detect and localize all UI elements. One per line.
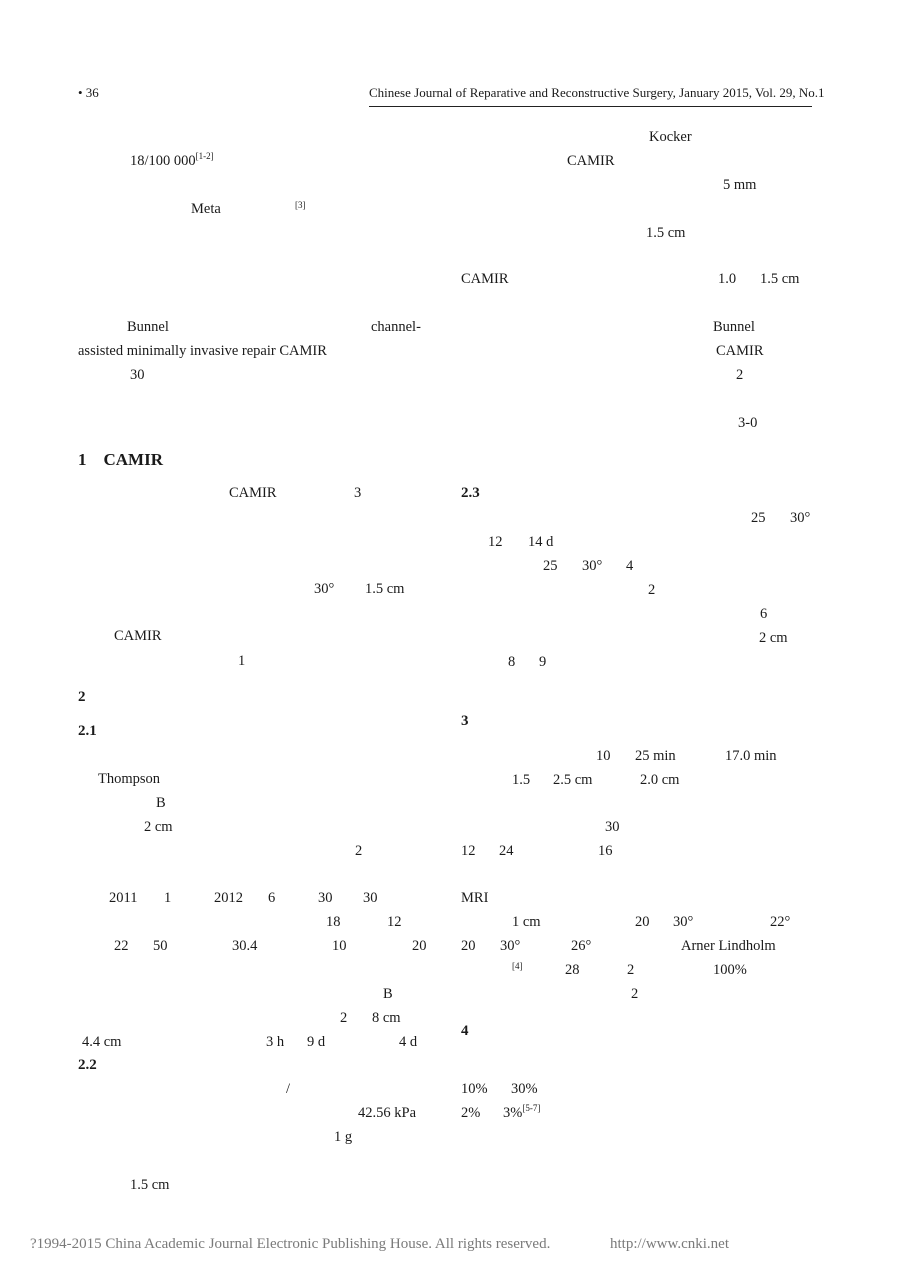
citation-ref: [1-2] [195,151,214,161]
camir-definition: assisted minimally invasive repair CAMIR [78,343,327,359]
text-num: 1.5 cm [365,581,405,597]
channel-text: channel- [371,319,421,335]
text-num: 1 g [334,1129,353,1145]
text-num: 10 [332,938,347,954]
bunnel-text: Bunnel [127,319,169,335]
text-num: 50 [153,938,168,954]
text-num: 100% [713,962,747,978]
subsection-heading: 2.2 [78,1057,97,1073]
text-num: 10% [461,1081,488,1097]
page-number: • 36 [78,85,99,100]
text-num: 20 [412,938,427,954]
subsection-heading: 2.3 [461,485,480,501]
citation-ref: [4] [512,961,523,971]
text-num: 42.56 kPa [358,1105,416,1121]
text-num: 2 [340,1010,348,1026]
text-num: 2.5 cm [553,772,593,788]
text-num: 2011 [109,890,138,906]
section-heading: 1 CAMIR [78,450,163,469]
text-num: 2 [648,582,656,598]
text-num: 12 [461,843,476,859]
text-num: 3-0 [738,415,758,431]
text-num: 20 [635,914,650,930]
text-num: 3 h [266,1034,285,1050]
footer-url[interactable]: http://www.cnki.net [610,1236,730,1252]
text-token: B [156,795,166,811]
text-num: 10 [596,748,611,764]
text-num: 9 d [307,1034,326,1050]
incidence-text: 18/100 000[1-2] [130,151,214,169]
text-token: CAMIR [716,343,764,359]
header-rule [369,106,812,107]
text-num: 5 mm [723,177,757,193]
citation-ref: [5-7] [522,1103,541,1113]
text-num: 30 [318,890,333,906]
text-num: 16 [598,843,613,859]
text-token: / [286,1081,291,1097]
text-num: 4 [626,558,634,574]
text-num: 30° [673,914,694,930]
text-token: B [383,986,393,1002]
text-num: 25 [751,510,766,526]
text-num: 2 cm [759,630,788,646]
text-num: 8 cm [372,1010,401,1026]
text-num: 12 [488,534,503,550]
text-num: 24 [499,843,514,859]
text-num: 6 [268,890,276,906]
journal-running-head: Chinese Journal of Reparative and Reconstructive Surgery, January 2015, Vol. 29, No.1 [369,85,825,100]
text-num: 2.0 cm [640,772,680,788]
text-num: 2 [736,367,744,383]
text-token: Thompson [98,771,161,787]
text-token: CAMIR [229,485,277,501]
text-token: Arner Lindholm [681,938,776,954]
text-num: 22° [770,914,791,930]
section-heading: 4 [461,1023,469,1039]
text-num: 20 [461,938,476,954]
text-num: 6 [760,606,768,622]
text-num: 30° [500,938,521,954]
text-num: 26° [571,938,592,954]
text-token: Kocker [649,129,692,145]
text-num: 3%[5-7] [503,1103,541,1121]
copyright-footer: ?1994-2015 China Academic Journal Electronic Publishing House. All rights reserved. [30,1236,551,1252]
text-num: 2012 [214,890,243,906]
text-num: 9 [539,654,547,670]
text-num: 30 [605,819,620,835]
figure-ref: 2 [355,843,363,859]
text-num: 1.5 cm [646,225,686,241]
text-num: 2 [627,962,635,978]
figure-ref: 1 [238,653,246,669]
text-num: 4 d [399,1034,418,1050]
text-num: 2% [461,1105,481,1121]
text-num: 30 [363,890,378,906]
text-num: 22 [114,938,129,954]
text-num: 4.4 cm [82,1034,122,1050]
text-num: 25 min [635,748,676,764]
subsection-heading: 2.1 [78,723,97,739]
text-token: CAMIR [114,628,162,644]
text-num: 17.0 min [725,748,777,764]
text-num: 2 cm [144,819,173,835]
text-num: 3 [354,485,362,501]
text-num: 30° [314,581,335,597]
text-token: CAMIR [461,271,509,287]
text-num: 30° [582,558,603,574]
text-num: 1 cm [512,914,541,930]
text-num: 12 [387,914,402,930]
section-heading: 2 [78,689,86,705]
text-num: 30 [130,367,145,383]
text-num: 8 [508,654,516,670]
text-num: 30° [790,510,811,526]
citation-ref: [3] [295,200,306,210]
text-token: MRI [461,890,489,906]
text-num: 18 [326,914,341,930]
section-heading: 3 [461,713,469,729]
text-num: 1 [164,890,172,906]
text-num: 25 [543,558,558,574]
text-num: 30% [511,1081,538,1097]
text-num: 1.5 cm [760,271,800,287]
text-token: CAMIR [567,153,615,169]
text-num: 14 d [528,534,554,550]
text-num: 30.4 [232,938,258,954]
meta-text: Meta [191,201,221,217]
text-num: 1.5 cm [130,1177,170,1193]
text-token: Bunnel [713,319,755,335]
text-num: 1.5 [512,772,531,788]
text-num: 1.0 [718,271,737,287]
text-num: 2 [631,986,639,1002]
text-num: 28 [565,962,580,978]
